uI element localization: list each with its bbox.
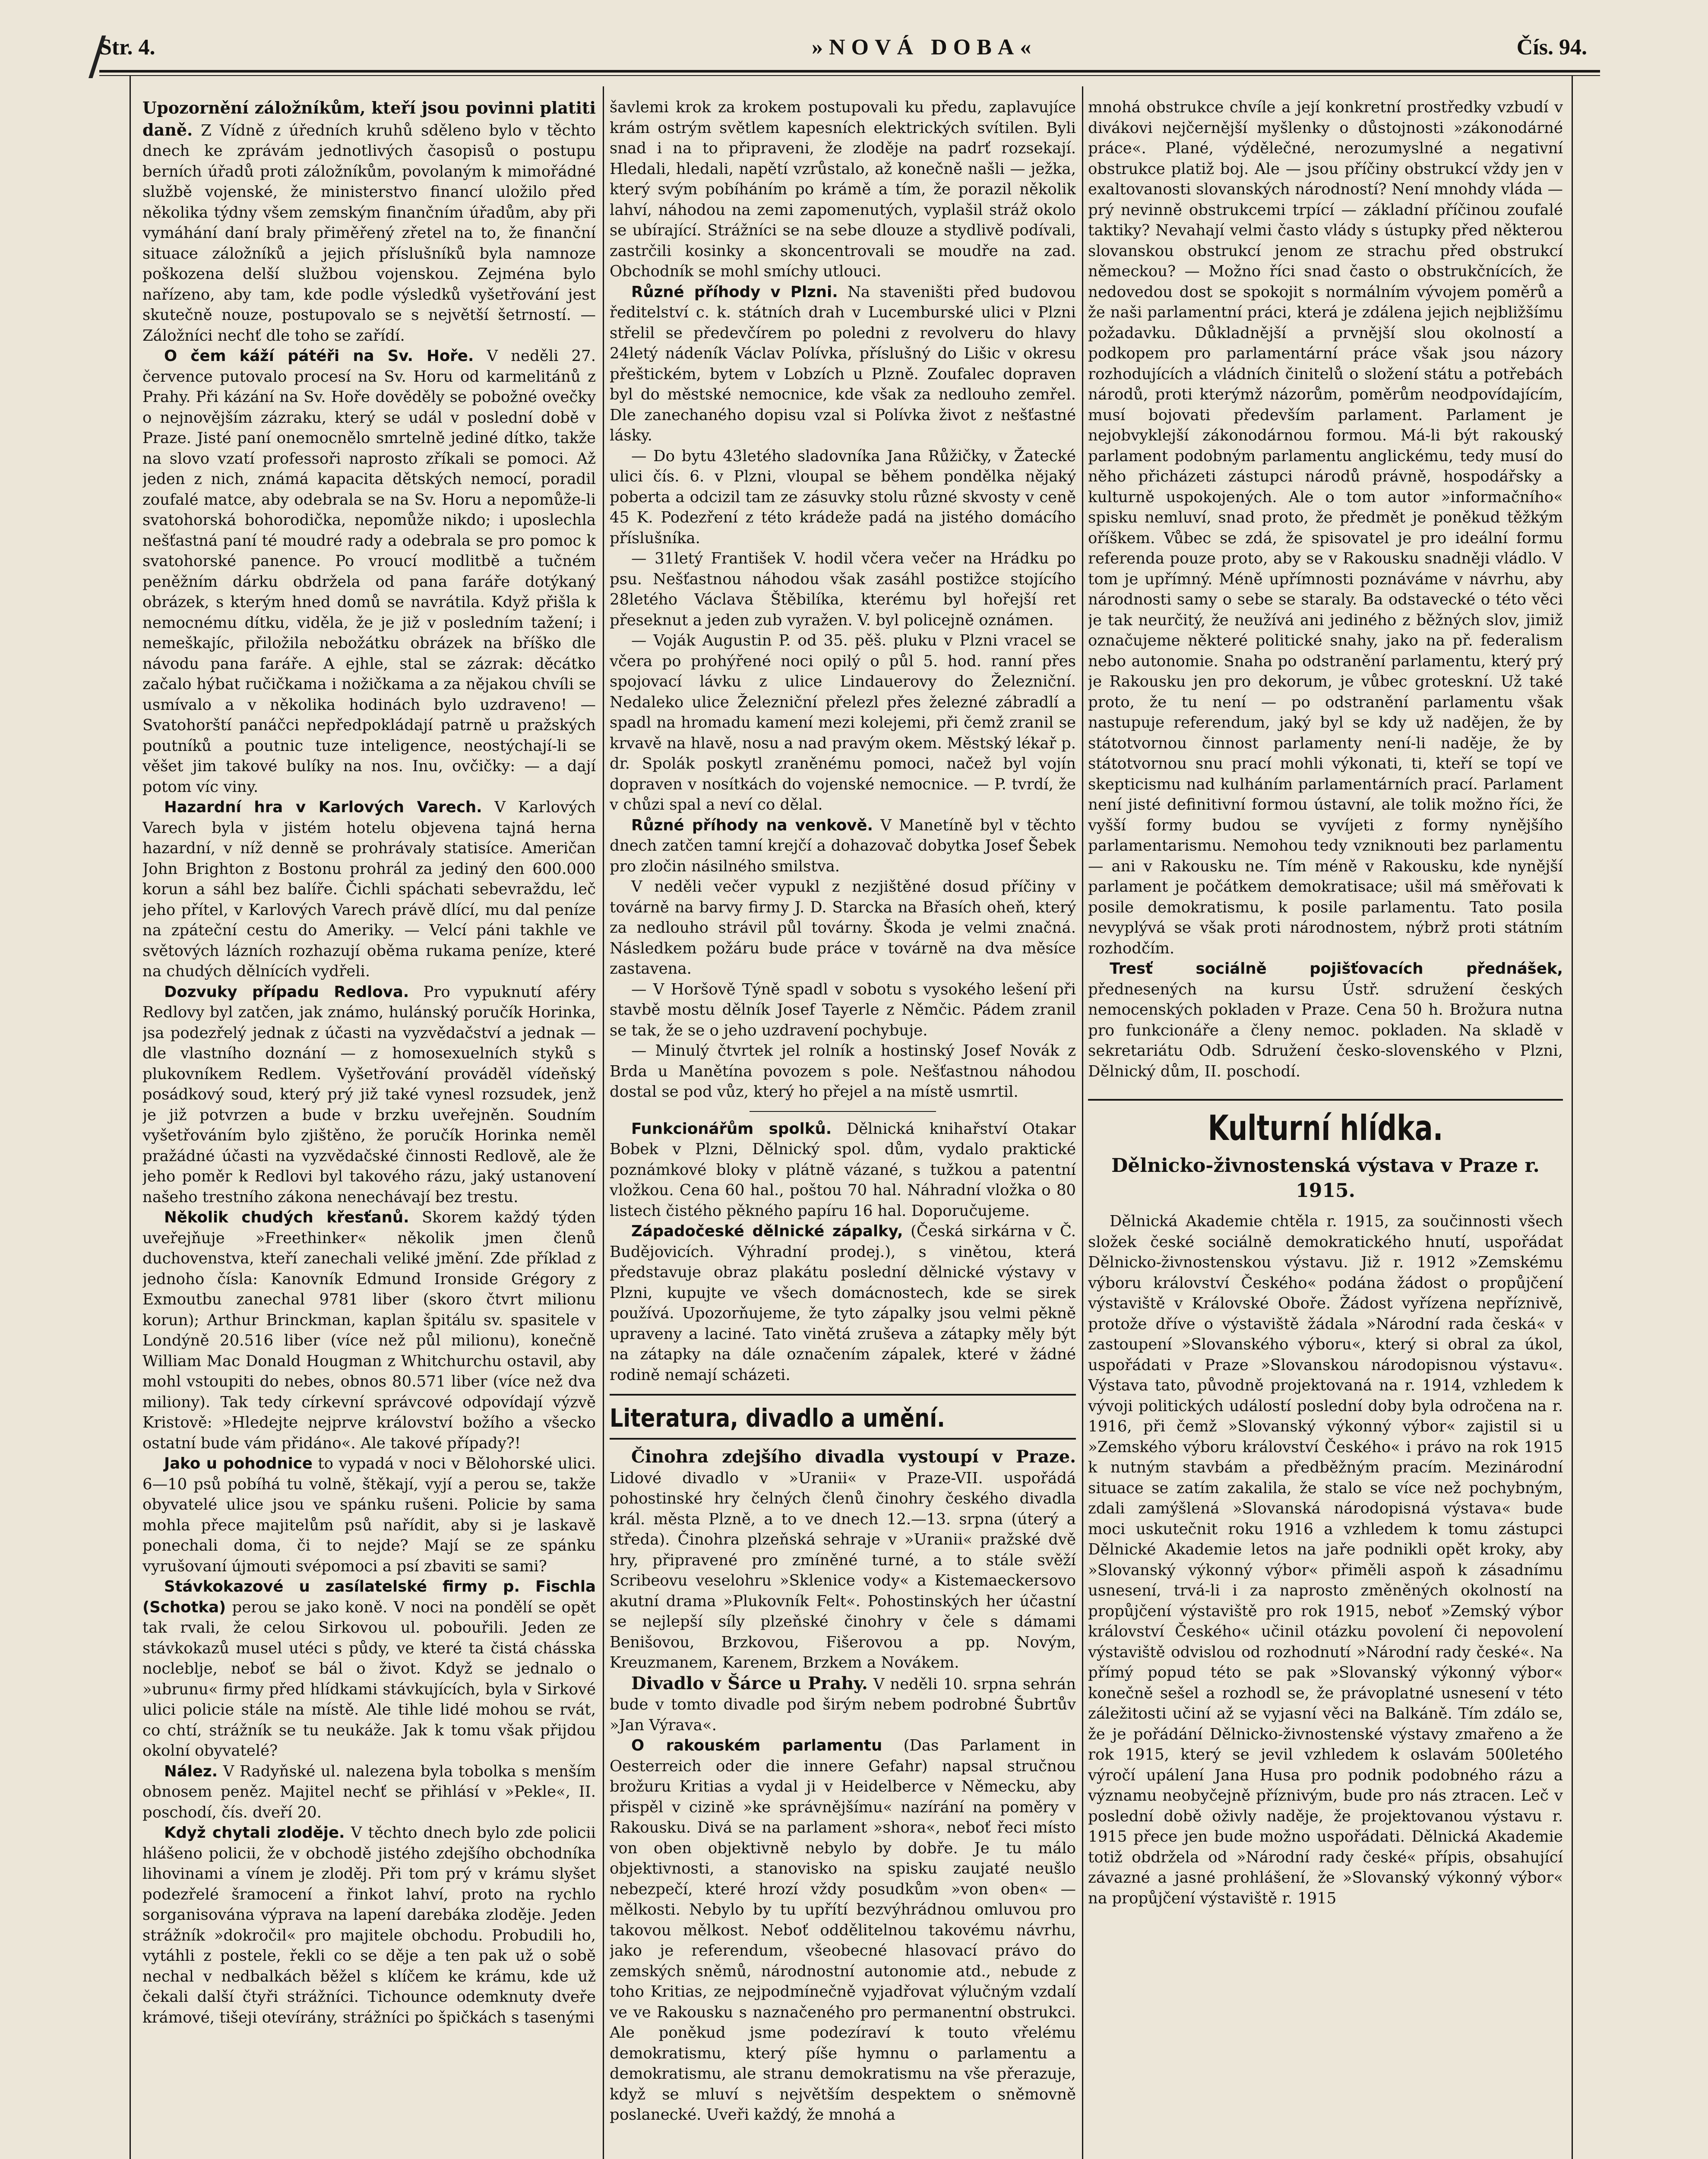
article-text: V neděli 27. července putovalo procesí na Sv. Horu od karmelitánů z Prahy. Při kázání na Sv. Hoře dověděly se pobožné ovečky o nejnovějším zázraku, který se udál v poslední době v Praze. Jisté paní onemocnělo smrtelně jediné dítko, takže na slovo vzatí professoři naprosto zříkali se pomoci. Až jeden z nich, známá kapacita dětských nemocí, poradil zoufalé matce, aby odebrala se na Sv. Horu a nepomůže-li svatohorská bohorodička, nepomůže nikdo; i uposlechla nešťastná paní té moudré rady a odebrala se pro pomoc k svatohorské panence. Po vroucí modlitbě a tučném peněžním dárku obdržela od pana faráře dotýkaný obrázek, s kterým hned domů se navrátila. Když přišla k nemocnému dítku, viděla, že je již v posledním tažení; i nemeškajíc, přiložila nebožátku obrázek na bříško dle návodu pana faráře. A ejhle, stal se zázrak: děcátko začalo hýbat ručičkama i nožičkama a za nějakou chvíli se usmívalo a v několika hodinách bylo uzdraveno! — Svatohorští panáčci nepředpokládají patrně u pražských poutníků a poutnic tuze inteligence, neostýchají-li se věšet jim takové bulíky na nos. Inu, ovčičky: — a dají potom víc viny.: [142, 347, 596, 796]
article-nalez: [142, 1761, 596, 1823]
section-rule: [610, 1394, 1076, 1396]
article-headline: Západočeské dělnické zápalky,: [631, 1222, 903, 1240]
column-rule-2: [1082, 86, 1083, 2159]
article-text: Z Vídně z úředních kruhů sděleno bylo v těchto dnech ke zprávám jednotlivých časopisů o postupu berních úřadů proti záložníkům, povolaným k mimořádné službě vojenské, že ministerstvo financí uložilo před několika týdny všem zemským finančním úřadům, aby při vymáhání daní braly přiměřený zřetel na to, že finanční situace záložníků a jejich příslušníků byla namnoze poškozena delší službou vojenskou. Zejména bylo nařízeno, aby tam, kde podle výsledků vyšetřování jest skutečně nouze, postupovalo se s největší šetrností. — Záložníci nechť dle toho se zařídí.: [142, 121, 596, 345]
article-hazard: [142, 797, 596, 982]
article-paragraph: — V Horšově Týně spadl v sobotu s vysokého lešení při stavbě mostu dělník Josef Tayerle z Němčic. Pádem zranil se tak, že se o jeho uzdravení pochybuje.: [610, 980, 1076, 1039]
article-cinohra: [610, 1447, 1076, 1673]
article-text: perou se jako koně. V noci na pondělí se opět tak rvali, že celou Sirkovou ul. pobouřili. Jeden ze stávkokazů musel utéci s půdy, ve které ta čistá chásska nocleblje, neboť se bál o život. Když se jednalo o »ubrunu« firmy před hlídkami stávkujících, byla v Sirkové ulici policie stále na místě. Ale tihle lidé mohou se rvát, co chtí, strážník se tu neukáže. Jak k tomu však přijdou okolní obyvatelé?: [142, 1598, 596, 1760]
article-parlament: [610, 1735, 1076, 2125]
article-text: Lidové divadlo v »Uranii« v Praze-VII. uspořádá pohostinské hry čelných členů činohry českého divadla král. města Plzně, a to ve dnech 12.—13. srpna (úterý a středa). Činohra plzeňská sehraje v »Uranii« pražské dvě hry, připravené pro zmíněné turné, a to stále svěží Scribeovu veselohru »Sklenice vody« a Kistemaeckersovo akutní drama »Plukovník Felt«. Pohostinských her účastní se nejlepší síly plzeňské činohry v čele s dámami Benišovou, Brzkovou, Fišerovou a pp. Novým, Kreuzmanem, Karenem, Brzkem a Novákem.: [610, 1469, 1076, 1671]
article-paragraph: — Voják Augustin P. od 35. pěš. pluku v Plzni vracel se včera po prohýřené noci opilý o půl 5. hod. ranní přes spojovací lávku z ulice Lindauerovy do Železniční. Nedaleko ulice Železniční přelezl přes železné zábradlí a spadl na hromadu kamení mezi kolejemi, při čemž zranil se krvavě na hlavě, nosu a nad pravým okem. Městský lékař p. dr. Spolák poskytl zraněnému pomoci, načež byl vojín dopraven v nosítkách do vojenské nemocnice. — P. tvrdí, že v chůzi spal a neví co dělal.: [610, 632, 1076, 814]
article-text: V Manetíně byl v těchto dnech zatčen tamní krejčí a dohazovač dobytka Josef Šebek pro zločin násilného smilstva.: [610, 816, 1076, 875]
separator: [750, 1111, 936, 1112]
section-title-literatura: Literatura, divadlo a umění.: [610, 1403, 945, 1433]
article-sarka: [610, 1673, 1076, 1736]
article-headline: Nález.: [164, 1762, 218, 1780]
article-paragraph: — 31letý František V. hodil včera večer na Hrádku po psu. Nešťastnou náhodou však zasáhl postižce stojícího 28letého Václava Štěbilíka, kterému byl hořejší ret přeseknut a jeden zub vyražen. V. byl policejně oznámen.: [610, 550, 1076, 629]
article-zaloznici: [142, 97, 596, 346]
article-text: V neděli 10. srpna sehrán bude v tomto divadle pod širým nebem podrobné Šubrtův »Jan Výrava«.: [610, 1675, 1076, 1734]
article-vystava: Dělnická Akademie chtěla r. 1915, za součinnosti všech složek české sociálně demokratického hnutí, uspořádat Dělnicko-živnostenskou výstavu. Již r. 1912 »Zemskému výboru království Českého« podána žádost o propůjčení výstaviště v Královské Oboře. Žádost vyřízena nepříznivě, protože dříve o výstaviště žádala »Národní rada česká« v zastoupení »Slovanského výboru«, který si obral za úkol, uspořádati v Praze »Slovanskou národopisnou výstavu«. Výstava tato, původně projektovaná na r. 1914, vzhledem k vývoji politických událostí poslední doby byla odročena na r. 1916, při čemž »Slovanský výkonný výbor« zajistil si u »Zemského výboru království Českého« i právo na rok 1915 k nutným stavbám a předběžným pracím. Mezinárodní situace se zatím zakalila, že stalo se více než pochybným, zdali zamýšlená »Slovanská národopisná výstava« bude moci uskutečnit roku 1916 a vzhledem k tomu zástupci Dělnické Akademie letos na jaře podnikli opět kroky, aby »Slovanský výkonný výbor« přiměli aspoň k zásadnímu usnesení, trvá-li i za naprosto změněných okolností na propůjčení výstaviště pro rok 1915, neboť »Zemský výbor království Českého« učinil otázku povolení či nepovolení výstaviště odvislou od rozhodnutí »Národní rady české«. Na přímý popud této se pak »Slovanský výkonný výbor« konečně sešel a rozhodl se, že právoplatné usnesení v této záležitosti učiní až se vyjasní věci na Balkáně. Tím zdálo se, že je pořádání Dělnicko-živnostenské výstavy zmařeno a že rok 1915, který se jevil vzhledem k oslavám 500letého výročí upálení Jana Husa pro podnik podobného rázu a významu neobyčejně příznivým, bude pro nás ztracen. Leč v poslední době oživly naděje, že projektovanou výstavu r. 1915 přece jen bude možno uspořádati. Dělnická Akademie totiž obdržela od »Národní rady české« přípis, obsahující závazné a jasné prohlášení, že »Slovanský výkonný výbor« na propůjčení výstaviště r. 1915: [1088, 1212, 1563, 1907]
newspaper-title: »NOVÁ DOBA«: [812, 35, 1037, 60]
article-headline: Dozvuky případu Redlova.: [164, 983, 409, 1001]
article-funkcionari: [610, 1119, 1076, 1222]
article-zlodej-continued: šavlemi krok za krokem postupovali ku předu, zaplavujíce krám ostrým světlem kapesních elektrických svítilen. Byli snad i na to připraveni, že zloděje na padrť rozsekají. Hledali, hledali, napětí vzrůstalo, až konečně našli — ježka, který svým pobíháním po krámě a tím, že porazil několik lahví, náhodou na zemi zapomenutých, vyplašil stráž okolo se ubírající. Strážníci se na sebe dlouze a stydlivě podívali, zastrčili kosinky a skoncentrovali se moudře na zad. Obchodník se mohl smíchy utlouci.: [610, 98, 1076, 280]
article-redl: [142, 982, 596, 1208]
article-headline: Různé příhody na venkově.: [631, 816, 873, 834]
page-header: [99, 35, 1587, 65]
article-text: Dělnická knihařství Otakar Bobek v Plzni, Dělnický spol. dům, vydalo praktické poznámkové bloky v plátně vázané, s tužkou a patentní vložkou. Cena 60 hal., poštou 70 hal. Náhradní vložka o 80 listech čistého pěkného papíru 16 hal. Doporučujeme.: [610, 1120, 1076, 1220]
article-text: V Karlových Varech byla v jistém hotelu objevena tajná herna hazardní, v níž denně se prohrávaly statisíce. Američan John Brighton z Bostonu prohrál za jediný den 600.000 korun a sáhl bez balíře. Čichli spáchati sebevraždu, leč jeho přítel, v Karlových Varech právě dlící, mu dal peníze na zpáteční cestu do Ameriky. — Velcí páni takhle ve světových lázních rozhazují oběma rukama peníze, které na chudých dělnících vydřeli.: [142, 798, 596, 980]
article-text: to vypadá v noci v Bělohorské ulici. 6—10 psů pobíhá tu volně, štěkají, vyjí a perou se, takže obyvatelé ulice jsou ve spánku rušeni. Policie by sama mohla přece majitelům psů nařídit, aby si je laskavě ponechali doma, či to nejde? Mají se ze spánku vyrušovaní újmouti svépomoci a psí zbaviti se sami?: [142, 1455, 596, 1575]
page-left-rule: [130, 76, 131, 2159]
article-headline: Když chytali zloděje.: [164, 1824, 345, 1842]
article-paragraph: — Minulý čtvrtek jel rolník a hostinský Josef Novák z Brda u Manětína povozem s pole. Nešťastnou náhodou dostal se pod vůz, který ho přejel a na místě usmrtil.: [610, 1042, 1076, 1101]
issue-number: Čís. 94.: [1516, 35, 1587, 60]
article-svata-hora: [142, 346, 596, 797]
article-venkov: [610, 815, 1076, 877]
article-obstrukce-continued: mnohá obstrukce chvíle a její konkretní prostředky vzbudí v divákovi nejčernější myšlenky o důstojnosti »zákonodárné práce«. Plané, výdělečné, nerozumyslné a negativní obstrukce platiž boj. Ale — jsou příčiny obstrukcí vždy jen v exaltovanosti slovanských národností? Není mnohdy vláda — prý nevinně obstrukcemi trpící — základní příčinou zoufalé taktiky? Nevahají velmi často vlády s ústupky před některou slovanskou obstrukcí jenom ze strachu před obstrukcí německou? — Možno říci snad často o obstrukčnících, že nedovedou dost se spokojit s normálním vývojem poměrů a že naši parlamentní práci, která je zdálena jejich nejbližšímu požadavku. Důkladnější a prvnější slou okolností a podkopem pro parlamentární práce však jsou názory rozhodujících a vládních činitelů o složení státu a potřebách národů, proti kterýmž názorům, poměrům neodpovídajícím, musí bojovati především parlament. Parlament je nejobvyklejší zákonodárnou formou. Má-li být rakouský parlament podobným parlamentu anglickému, tedy musí do něho přicházeti zástupci národů právně, hospodářsky a kulturně uspokojených. Ale o tom autor »informačního« spisku nemluví, snad proto, že předmět je poněkud těžkým oříškem. Vůbec se zdá, že spisovatel je pro ideální formu referenda pouze proto, aby se v Rakousku snadněji vládlo. V tom je upřímný. Méně upřímnosti poznáváme v návrhu, aby národnosti samy o sebe se staraly. Ba odstavecké o této věci je tak neurčitý, že neužívá ani jediného z běžných slov, jimiž označujeme některé politické snahy, jako na př. federalism nebo autonomie. Snaha po odstranění parlamentu, který prý je Rakousku jen pro dekorum, je vůbec groteskní. Už také proto, že tu není — po odstranění parlamentu však nastupuje referendum, jaký byl se kdy už nadějen, že by státotvornou činnost parlamenty není-li naděje, že by státotvornou snu prací mohli výkonati, ti, kteří se topí ve skepticismu nad kulháním parlamentárních prací. Parlament není jisté definitivní formou ústavní, ale tolik možno říci, že vyšší formy budou se vyvíjeti z formy nynějšího parlamentarismu. Nemohou tedy vzniknouti bez parlamentu — ani v Rakousku ne. Tím méně v Rakousku, kde nynější parlament je počátkem demokratisace; ušil má směřovati k posile demokratismu, k posile parlamentu. Tato posila nevyplývá se však proti národnostem, nýbrž proti státním rozhodčím.: [1088, 98, 1563, 957]
article-plzen: [610, 282, 1076, 446]
column-2: [610, 97, 1076, 2159]
article-headline: Stávkokazové u zasílatelské firmy p. Fischla (Schotka): [142, 1578, 596, 1616]
article-pojistovaci: [1088, 959, 1563, 1082]
article-headline: Divadlo v Šárce u Prahy.: [631, 1673, 868, 1694]
column-rule-1: [603, 86, 604, 2159]
page-right-rule: [1572, 76, 1573, 2159]
article-text: V těchto dnech bylo zde policii hlášeno policii, že v obchodě jistého zdejšího obchodníka lihovinami a vínem je zloděj. Při tom prý v krámu slyšet podezřelé šramocení a řinkot lahví, proto na rychlo sorganisována výprava na lapení darebáka zloděje. Jeden strážník »dokročil« pro majitele obchodu. Probudili ho, vytáhli z postele, řekli co se děje a ten pak už o sobě nechal v nedbalkách běžel s klíčem ke krámu, kde už čekali další čtyři strážníci. Tichounce odemknuty dveře krámové, tišeji otevírány, strážníci po špičkách s tasenými: [142, 1824, 596, 2026]
article-headline: Hazardní hra v Karlových Varech.: [164, 798, 482, 816]
article-headline: Upozornění záložníkům, kteří jsou povinni platiti daně.: [142, 98, 596, 139]
article-headline: O rakouském parlamentu: [631, 1737, 882, 1754]
article-paragraph: V neděli večer vypukl z nezjištěné dosud příčiny v továrně na barvy firmy J. D. Starcka na Břasích oheň, který za nedlouho strávil půl továrny. Škoda je velmi značná. Následkem požáru bude práce v továrně na dva měsíce zastavena.: [610, 878, 1076, 978]
article-headline: Různé příhody v Plzni.: [631, 283, 838, 301]
section-rule: [610, 1438, 1076, 1440]
article-headline: Několik chudých křesťanů.: [164, 1209, 409, 1226]
article-text: V Radyňské ul. nalezena byla tobolka s menším obnosem peněz. Majitel nechť se přihlásí v »Pekle«, II. poschodí, čís. dveří 20.: [142, 1762, 596, 1821]
article-chudi-krestane: [142, 1207, 596, 1453]
column-3: [1088, 97, 1563, 2159]
article-text: Na staveništi před budovou ředitelství c. k. státních drah v Lucemburské ulici v Plzni střelil se předevčírem po poledni z revolveru do hlavy 24letý nádeník Václav Polívka, příslušný do Lišic v okresu přeštickém, bytem v Lobzích u Plzně. Zoufalec dopraven byl do městské nemocnice, kde však za nedlouho zemřel. Dle zanechaného dopisu vzal si Polívka život z nešťastné lásky.: [610, 283, 1076, 444]
article-text: (Česká sirkárna v Č. Budějovicích. Výhradní prodej.), s vinětou, která představuje obraz plakátu poslední dělnické výstavy v Plzni, kupujte ve všech domácnostech, kde se sirek používá. Upozorňujeme, že tyto zápalky jsou velmi pěkně upraveny a laciné. Tato vinětá zruševa a zátapky měly být na zátapky na dále označením zápalek, které v žádné rodině nemají scházeti.: [610, 1222, 1076, 1384]
header-rule-thin: [99, 75, 1600, 76]
ink-mark: /: [89, 26, 106, 86]
article-headline: Funkcionářům spolků.: [631, 1120, 832, 1138]
article-pohodnice: [142, 1453, 596, 1577]
article-headline: Tresť sociálně pojišťovacích přednášek,: [1110, 960, 1563, 978]
article-headline: O čem káží pátéři na Sv. Hoře.: [164, 347, 474, 365]
article-text: Pro vypuknutí aféry Redlovy byl zatčen, jak známo, hulánský poručík Horinka, jsa podezřelý jednak z účasti na vyzvědačství a jednak — dle vlastního doznání — z homosexuelních styků s plukovníkem Redlem. Vyšetřování prováděl vídeňský posádkový soud, který prý již také vynesl rozsudek, jenž je již potvrzen a bude v brzku uveřejněn. Soudním vyšetřováním bylo zjištěno, že poručík Horinka neměl pražádné účasti na vyzvědačské činnosti Redlově, ale že jeho poměr k Redlovi byl takového rázu, jaký ustanovení našeho trestního zákona nenechávají bez trestu.: [142, 983, 596, 1206]
article-headline: Jako u pohodnice: [164, 1455, 313, 1472]
column-1: [142, 97, 596, 2159]
article-text: Skorem každý týden uveřejňuje »Freethinker« několik jmen členů duchovenstva, kteří zanechali veliké jmění. Zde příklad z jednoho čísla: Kanovník Edmund Ironside Grégory z Exmoutbu zanechal 9781 liber (skoro čtvrt milionu korun); Arthur Brinckman, kaplan špitálu sv. spasitele v Londýně 20.516 liber (více než půl milionu), konečně William Mac Donald Hougman z Whitchurchu ostavil, aby mohl vstoupiti do nebes, obnos 80.571 liber (více než dva miliony). Tak tedy církevní správcové odpovídají výzvě Kristově: »Hledejte nejprve království božího a všecko ostatní bude vám přidáno«. Ale takové případy?!: [142, 1209, 596, 1452]
article-headline: Činohra zdejšího divadla vystoupí v Praze.: [631, 1447, 1076, 1467]
page-number: Str. 4.: [99, 35, 155, 60]
header-rule: [99, 70, 1600, 73]
article-text: (Das Parlament in Oesterreich oder die innere Gefahr) napsal stručnou brožuru Kritias a vydal ji v Heidelberce v Německu, aby přispěl v cizině »ke správnějšímu« nazírání na poměry v Rakousku. Divá se na parlament »shora«, neboť řeci místo von oben objektivně nebylo by dobře. Je tu málo objektivnosti, a stanovisko na spisku zaujaté neušlo nebezpečí, které hrozí vždy posudkům »von oben« — mělkosti. Nebylo by tu upřítí bezvýhrádnou omluvou pro takovou mělkost. Neboť oddělitelnou takovému návrhu, jako je referendum, všeobecné hlasovací právo do zemských sněmů, národnostní autonomie atd., nebude z toho Kritias, ze nejpodmínečně vyjadřovat výlučným vzdalí ve ve Rakousku s naznačeného pro permanentní obstrukci. Ale poněkud jsme podezíraví k touto vřelému demokratismu, který píše hymnu o parlamentu a demokratismu, ale stranu demokratismu na vše přerazuje, když se mluví s největším despektem o sněmovně poslanecké. Uveři každý, že mnohá a: [610, 1737, 1076, 2124]
section-title-kulturni-hlidka: Kulturní hlídka.: [1208, 1108, 1443, 1148]
section-rule: [1088, 1099, 1563, 1101]
article-stavkokazove: [142, 1577, 596, 1761]
article-text: přednesených na kursu Ústř. sdružení českých nemocenských pokladen v Praze. Cena 50 h. Brožura nutna pro funkcionáře a členy nemoc. pokladen. Na skladě v sekretariátu Odb. Sdružení česko-slovenského v Plzni, Dělnický dům, II. poschodí.: [1088, 980, 1563, 1080]
article-paragraph: — Do bytu 43letého sladovníka Jana Růžičky, v Žatecké ulici čís. 6. v Plzni, vloupal se během pondělka nějaký poberta a odcizil tam ze zásuvky stolu různé skvosty v ceně 45 K. Podezření z této krádeže padá na jistého domácího příslušníka.: [610, 447, 1076, 547]
article-zapalky: [610, 1221, 1076, 1385]
article-zlodej: [142, 1823, 596, 2028]
article-title-vystava: Dělnicko-živnostenská výstava v Praze r. 1915.: [1111, 1155, 1540, 1202]
